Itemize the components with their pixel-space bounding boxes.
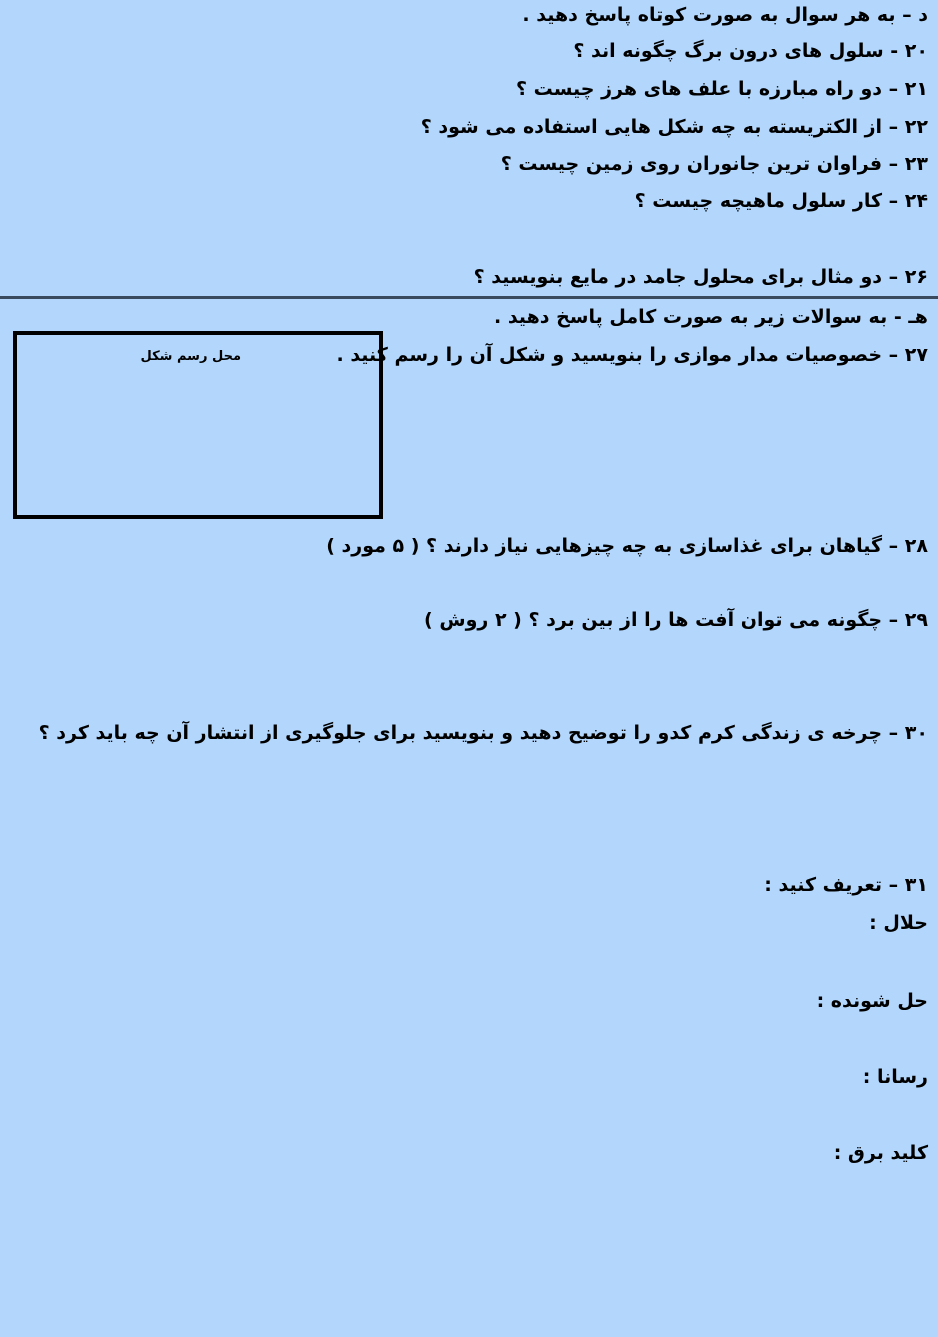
drawing-area-box bbox=[13, 331, 383, 519]
question-28: ۲۸ – گیاهان برای غذاسازی به چه چیزهایی نیاز دارند ؟ ( ۵ مورد ) bbox=[326, 535, 928, 557]
section-h-header: هـ - به سوالات زیر به صورت کامل پاسخ دهید . bbox=[494, 306, 928, 328]
question-31: ۳۱ – تعریف کنید : bbox=[764, 874, 928, 896]
question-29: ۲۹ – چگونه می توان آفت ها را از بین برد ؟ ( ۲ روش ) bbox=[424, 609, 928, 631]
definition-solute: حل شونده : bbox=[816, 990, 928, 1012]
definition-solvent: حلال : bbox=[869, 912, 928, 934]
question-30: ۳۰ – چرخه ی زندگی کرم کدو را توضیح دهید و بنویسید برای جلوگیری از انتشار آن چه باید کرد ؟ bbox=[38, 722, 928, 744]
section-divider bbox=[0, 296, 938, 299]
question-22: ۲۲ – از الکتریسته به چه شکل هایی استفاده می شود ؟ bbox=[420, 116, 928, 138]
question-20: ۲۰ - سلول های درون برگ چگونه اند ؟ bbox=[573, 40, 928, 62]
question-26: ۲۶ – دو مثال برای محلول جامد در مایع بنویسید ؟ bbox=[473, 266, 928, 288]
definition-switch: کلید برق : bbox=[833, 1142, 928, 1164]
question-23: ۲۳ – فراوان ترین جانوران روی زمین چیست ؟ bbox=[500, 153, 928, 175]
drawing-area-label: محل رسم شکل bbox=[140, 349, 241, 364]
question-24: ۲۴ – کار سلول ماهیچه چیست ؟ bbox=[634, 190, 928, 212]
section-d-header: د – به هر سوال به صورت کوتاه پاسخ دهید . bbox=[522, 4, 928, 26]
question-27: ۲۷ – خصوصیات مدار موازی را بنویسید و شکل آن را رسم کنید . bbox=[336, 344, 928, 366]
definition-conductor: رسانا : bbox=[862, 1066, 928, 1088]
question-21: ۲۱ – دو راه مبارزه با علف های هرز چیست ؟ bbox=[515, 78, 928, 100]
